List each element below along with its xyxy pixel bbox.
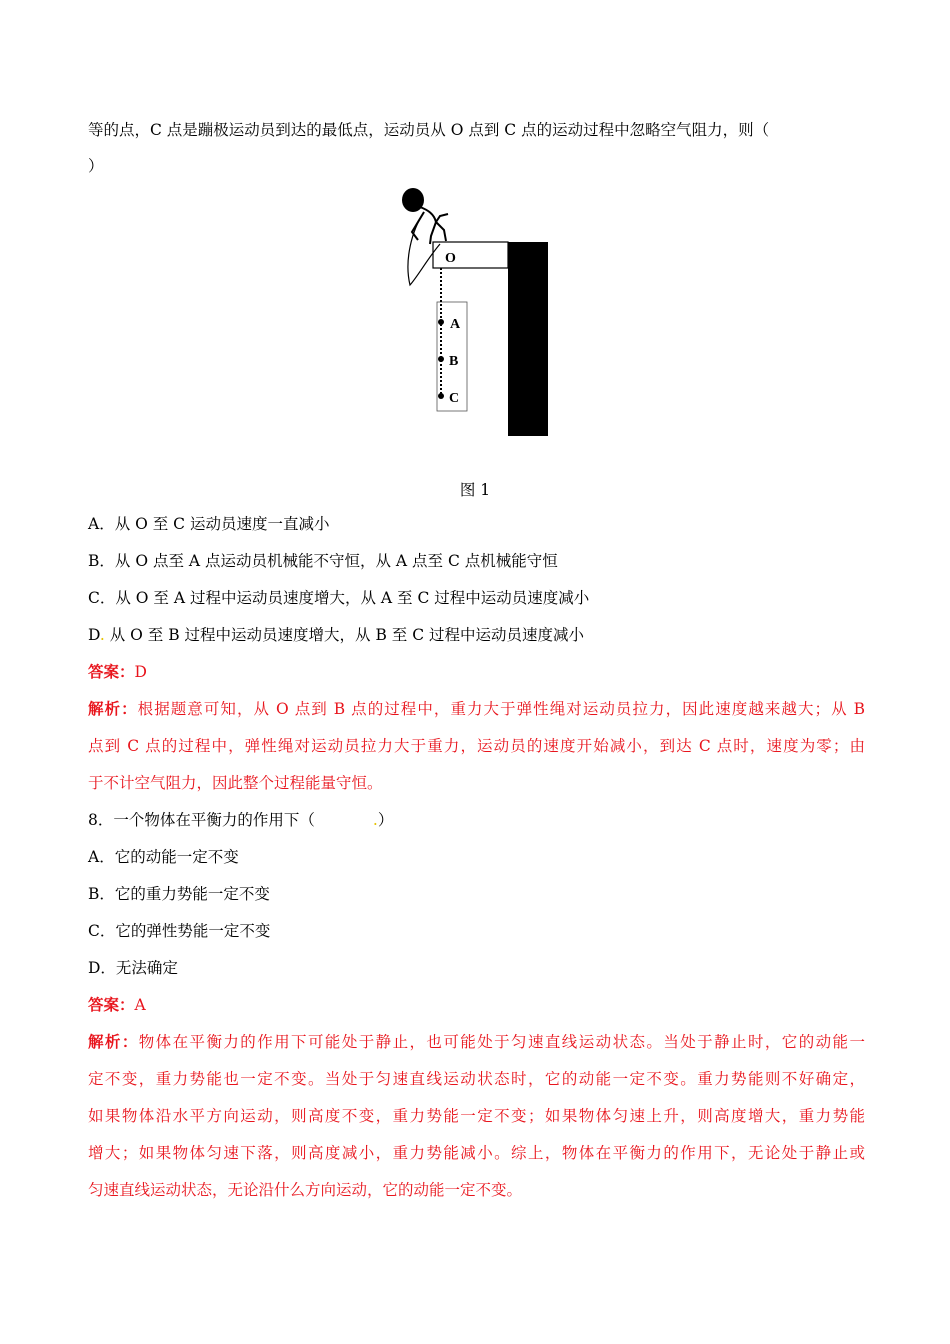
bungee-diagram bbox=[0, 0, 950, 470]
q7-option-d-letter: D bbox=[88, 626, 100, 644]
q7-option-c: C．从 O 至 A 过程中运动员速度增大，从 A 至 C 过程中运动员速度减小 bbox=[88, 589, 590, 607]
q8-stem bbox=[88, 810, 393, 830]
label-a: A bbox=[450, 317, 461, 332]
jumper-figure bbox=[402, 188, 448, 285]
q7-answer-label: 答案： bbox=[88, 662, 135, 681]
q7-analysis-line-1 bbox=[88, 699, 865, 719]
q7-option-a: A．从 O 至 C 运动员速度一直减小 bbox=[88, 515, 330, 533]
q8-option-a: A．它的动能一定不变 bbox=[88, 848, 239, 866]
q8-stem-suffix: ） bbox=[377, 811, 394, 829]
q8-analysis-line-3: 如果物体沿水平方向运动，则高度不变，重力势能一定不变；如果物体匀速上升，则高度增大，重力势能 bbox=[88, 1107, 865, 1125]
q7-option-b: B．从 O 点至 A 点运动员机械能不守恒，从 A 点至 C 点机械能守恒 bbox=[88, 552, 558, 570]
label-c: C bbox=[449, 391, 460, 406]
q8-analysis-line-4: 增大；如果物体匀速下落，则高度减小，重力势能减小。综上，物体在平衡力的作用下，无论处于静止或 bbox=[88, 1144, 865, 1162]
q8-analysis-line-2: 定不变，重力势能也一定不变。当处于匀速直线运动状态时，它的动能一定不变。重力势能则不好确定， bbox=[88, 1070, 865, 1088]
intro-line-1: 等的点，C 点是蹦极运动员到达的最低点，运动员从 O 点到 C 点的运动过程中忽略空气阻力，则（ bbox=[88, 121, 770, 139]
figure-caption: 图 1 bbox=[459, 481, 491, 499]
q8-analysis-label: 解析： bbox=[88, 1032, 139, 1051]
point-b-marker bbox=[438, 356, 444, 362]
q7-option-d bbox=[88, 625, 584, 645]
q8-option-b: B．它的重力势能一定不变 bbox=[88, 885, 270, 903]
label-o: O bbox=[445, 251, 456, 266]
q7-analysis-line-2: 点到 C 点的过程中，弹性绳对运动员拉力大于重力，运动员的速度开始减小，到达 C 点时，速度为零；由 bbox=[88, 737, 865, 755]
cliff-block bbox=[508, 242, 548, 436]
q8-option-d: D．无法确定 bbox=[88, 959, 178, 977]
q8-option-c: C．它的弹性势能一定不变 bbox=[88, 922, 271, 940]
q8-analysis-line-5: 匀速直线运动状态，无论沿什么方向运动，它的动能一定不变。 bbox=[88, 1181, 523, 1199]
point-c-marker bbox=[438, 393, 444, 399]
q7-analysis-label: 解析： bbox=[88, 699, 138, 718]
q8-answer-label: 答案： bbox=[88, 995, 135, 1014]
q7-answer bbox=[88, 662, 147, 682]
intro-line-2: ） bbox=[88, 157, 104, 175]
q8-stem-prefix: 8．一个物体在平衡力的作用下（ bbox=[88, 811, 315, 829]
q8-stem-dot: . bbox=[372, 811, 378, 829]
q8-analysis-text-1: 物体在平衡力的作用下可能处于静止，也可能处于匀速直线运动状态。当处于静止时，它的动能一 bbox=[138, 1033, 865, 1051]
q8-answer-value: A bbox=[134, 996, 146, 1014]
q7-option-d-text: 从 O 至 B 过程中运动员速度增大，从 B 至 C 过程中运动员速度减小 bbox=[104, 626, 585, 644]
q7-option-d-dot: . bbox=[99, 626, 105, 644]
q7-answer-value: D bbox=[134, 663, 147, 681]
q8-analysis-line-1 bbox=[88, 1032, 865, 1052]
label-b: B bbox=[449, 354, 459, 369]
point-a-marker bbox=[438, 319, 444, 325]
q8-answer bbox=[88, 995, 146, 1015]
q7-analysis-line-3: 于不计空气阻力，因此整个过程能量守恒。 bbox=[88, 774, 383, 792]
q7-analysis-text-1: 根据题意可知，从 O 点到 B 点的过程中，重力大于弹性绳对运动员拉力，因此速度越来越大；从 B bbox=[137, 700, 865, 718]
